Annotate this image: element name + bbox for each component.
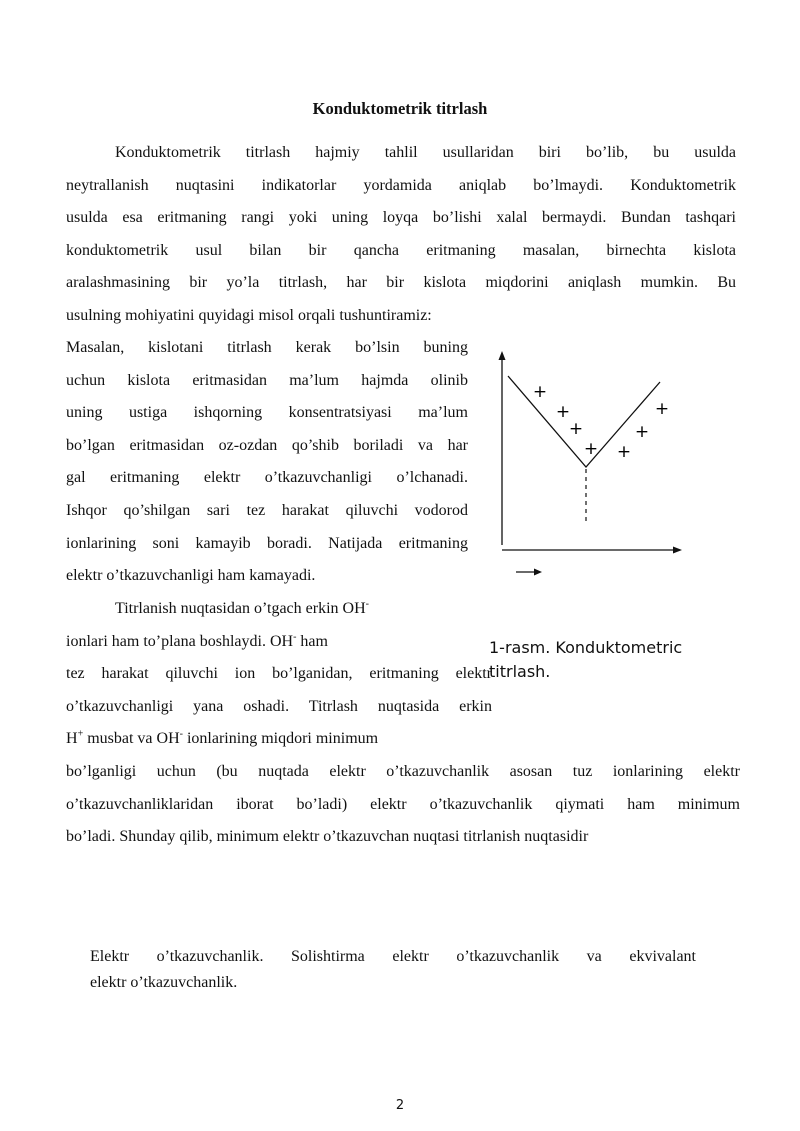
superscript: + — [77, 729, 84, 741]
plus-sign: + — [532, 382, 548, 402]
plus-sign: + — [654, 399, 670, 419]
oh-paragraph — [66, 593, 496, 756]
bottom-line: elektr o’tkazuvchanlik. — [90, 974, 238, 991]
final-line: bo’ladi. Shunday qilib, minimum elektr o’tkazuvchan nuqtasi titrlanish nuqtasidir — [66, 828, 589, 846]
plus-sign: + — [616, 442, 632, 462]
oh-line — [66, 723, 496, 756]
side-line: ionlarining soni kamayib boradi. Natijada eritmaning — [66, 534, 468, 552]
intro-line: usulning mohiyatini quyidagi misol orqali tushuntiramiz: — [66, 306, 432, 324]
direction-arrow-icon — [534, 569, 542, 576]
page-number: 2 — [395, 1098, 405, 1113]
superscript: - — [179, 729, 183, 741]
bottom-line: Elektr o’tkazuvchanlik. Solishtirma elektr o’tkazuvchanlik va ekvivalant — [90, 948, 696, 965]
page-title: Konduktometrik titrlash — [312, 99, 488, 118]
side-paragraph — [66, 332, 468, 593]
superscript: - — [293, 631, 297, 643]
intro-line: Konduktometrik titrlash hajmiy tahlil usullaridan biri bo’lib, bu usulda — [115, 144, 736, 161]
superscript: - — [365, 598, 369, 610]
oh-line — [66, 626, 496, 659]
side-line: uchun kislota eritmasidan ma’lum hajmda olinib — [66, 371, 468, 389]
intro-paragraph — [66, 137, 736, 333]
final-paragraph — [66, 756, 740, 854]
oh-line-text: Titrlanish nuqtasidan o’tgach erkin OH — [115, 600, 366, 617]
intro-line: usulda esa eritmaning rangi yoki uning loyqa bo’lishi xalal bermaydi. Bundan tashqari — [66, 209, 736, 227]
oh-line: tez harakat qiluvchi ion bo’lganidan, eritmaning elektr — [66, 665, 492, 683]
side-line: Masalan, kislotani titrlash kerak bo’lsin buning — [66, 339, 468, 356]
side-line: uning ustiga ishqorning konsentratsiyasi ma’lum — [66, 404, 468, 422]
oh-line-text: ionlari ham to’plana boshlaydi. OH — [66, 632, 294, 650]
x-axis-arrow-icon — [673, 547, 682, 554]
oh-line-text: musbat va OH — [83, 730, 180, 748]
intro-line: aralashmasining bir yo’la titrlash, har bir kislota miqdorini aniqlash mumkin. Bu — [66, 274, 736, 292]
intro-line: neytrallanish nuqtasini indikatorlar yordamida aniqlab bo’lmaydi. Konduktometrik — [66, 176, 736, 194]
titration-figure — [490, 345, 700, 585]
plus-sign: + — [583, 439, 599, 459]
intro-line: konduktometrik usul bilan bir qancha eritmaning masalan, birnechta kislota — [66, 241, 736, 259]
oh-line-text: ionlarining miqdori minimum — [182, 730, 379, 748]
final-line: bo’lganligi uchun (bu nuqtada elektr o’tkazuvchanlik asosan tuz ionlarining elektr — [66, 763, 740, 780]
y-axis-arrow-icon — [499, 351, 506, 360]
side-line: gal eritmaning elektr o’tkazuvchanligi o’lchanadi. — [66, 469, 468, 487]
plus-sign: + — [634, 422, 650, 442]
oh-line-text: ham — [296, 632, 328, 650]
figure-caption: 1-rasm. Konduktometric titrlash. — [489, 638, 683, 681]
oh-line — [66, 593, 496, 626]
oh-line-text: H — [66, 730, 78, 748]
side-line: elektr o’tkazuvchanligi ham kamayadi. — [66, 567, 316, 585]
final-line: o’tkazuvchanliklaridan iborat bo’ladi) elektr o’tkazuvchanlik qiymati ham minimum — [66, 795, 740, 813]
oh-line: o’tkazuvchanligi yana oshadi. Titrlash nuqtasida erkin — [66, 697, 492, 715]
plus-sign: + — [555, 402, 571, 422]
plus-sign: + — [568, 419, 584, 439]
side-line: Ishqor qo’shilgan sari tez harakat qiluvchi vodorod — [66, 501, 468, 519]
bottom-paragraph — [90, 944, 696, 996]
side-line: bo’lgan eritmasidan oz-ozdan qo’shib boriladi va har — [66, 436, 468, 454]
